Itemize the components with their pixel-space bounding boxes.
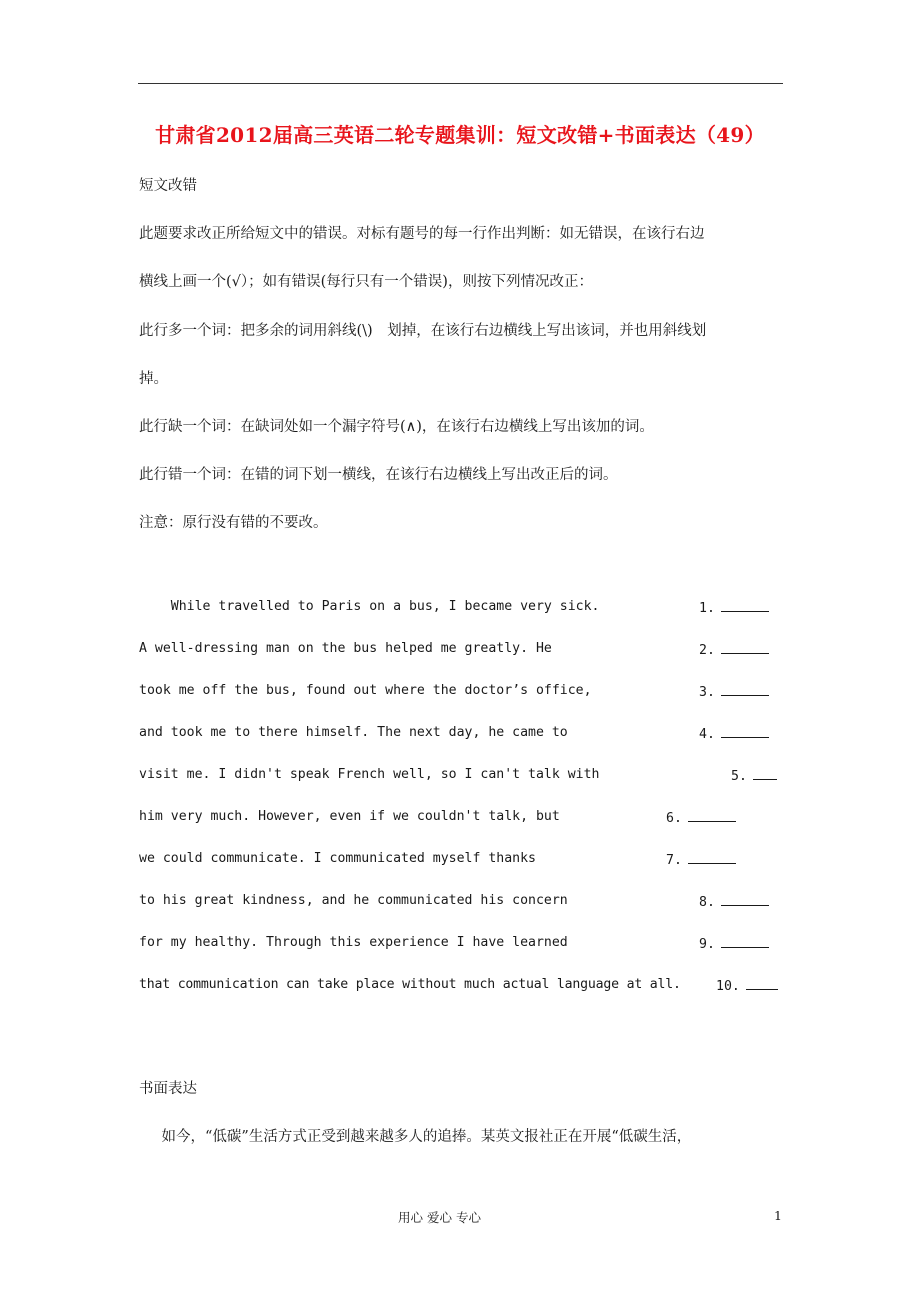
writing-prompt-text: 如今，“低碳”生活方式正受到越来越多人的追捧。某英文报社正在开展“低碳生活，	[147, 1129, 692, 1145]
passage-line: took me off the bus, found out where the doctor’s office,	[139, 683, 592, 698]
section-heading-error-correction: 短文改错	[139, 178, 197, 194]
header-rule	[138, 83, 783, 84]
passage-line: A well-dressing man on the bus helped me greatly. He	[139, 641, 552, 656]
answer-blank[interactable]	[688, 851, 736, 864]
passage-line: him very much. However, even if we couldn't talk, but	[139, 809, 560, 824]
instruction-line: 此行多一个词：把多余的词用斜线(\) 划掉，在该行右边横线上写出该词，并也用斜线划	[139, 323, 707, 339]
document-title: 甘肃省2012届高三英语二轮专题集训：短文改错+书面表达（49）	[155, 123, 765, 147]
answer-blank[interactable]	[721, 893, 769, 906]
instruction-note: 注意：原行没有错的不要改。	[139, 515, 328, 531]
passage-line: and took me to there himself. The next day, he came to	[139, 725, 568, 740]
passage-line: visit me. I didn't speak French well, so I can't talk with	[139, 767, 600, 782]
answer-blank[interactable]	[721, 935, 769, 948]
answer-blank[interactable]	[746, 977, 778, 990]
answer-number: 7.	[666, 851, 736, 868]
answer-blank[interactable]	[721, 641, 769, 654]
passage-line: While travelled to Paris on a bus, I became very sick.	[139, 599, 600, 614]
answer-number: 6.	[666, 809, 736, 826]
answer-number: 9.	[699, 935, 769, 952]
answer-number: 2.	[699, 641, 769, 658]
answer-blank[interactable]	[721, 725, 769, 738]
page-number: 1	[774, 1208, 782, 1223]
answer-blank[interactable]	[721, 683, 769, 696]
instruction-line: 此题要求改正所给短文中的错误。对标有题号的每一行作出判断：如无错误，在该行右边	[139, 226, 705, 242]
answer-blank[interactable]	[688, 809, 736, 822]
answer-number: 1.	[699, 599, 769, 616]
answer-number: 3.	[699, 683, 769, 700]
passage-line: for my healthy. Through this experience I have learned	[139, 935, 568, 950]
answer-number: 10.	[716, 977, 778, 994]
passage-line: we could communicate. I communicated myself thanks	[139, 851, 536, 866]
instruction-line: 此行错一个词：在错的词下划一横线，在该行右边横线上写出改正后的词。	[139, 467, 618, 483]
instruction-line: 横线上画一个(√）；如有错误(每行只有一个错误)，则按下列情况改正：	[139, 274, 593, 290]
passage-line: that communication can take place without much actual language at all.	[139, 977, 681, 992]
passage-line: to his great kindness, and he communicated his concern	[139, 893, 568, 908]
answer-number: 5.	[731, 767, 777, 784]
footer-motto: 用心 爱心 专心	[398, 1210, 481, 1225]
answer-number: 8.	[699, 893, 769, 910]
answer-blank[interactable]	[721, 599, 769, 612]
answer-blank[interactable]	[753, 767, 777, 780]
instruction-line: 此行缺一个词：在缺词处如一个漏字符号(∧)，在该行右边横线上写出该加的词。	[139, 419, 654, 435]
answer-number: 4.	[699, 725, 769, 742]
instruction-line: 掉。	[139, 371, 168, 387]
section-heading-writing: 书面表达	[139, 1081, 197, 1097]
